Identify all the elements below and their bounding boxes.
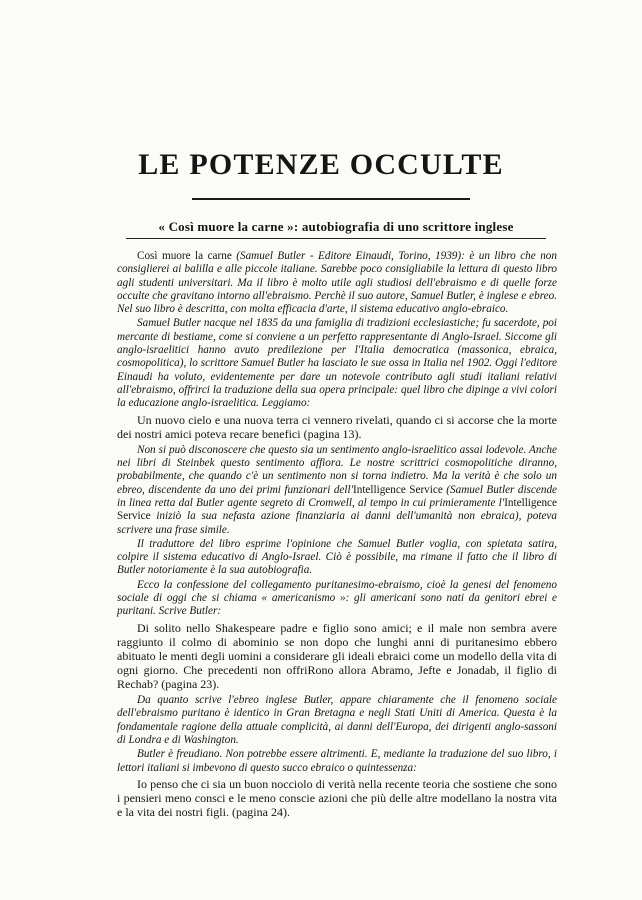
article-body	[117, 250, 557, 822]
quote-paragraph: Di solito nello Shakespeare padre e figlio sono amici; e il male non sembra avere raggiunto il colmo di abominio se non dopo che lunghi anni di puritanesimo ebbero abituato le menti degli uomini a considerare gli ideali ebraici come un modello della vita di ogni giorno. Che precedenti non offriRono allora Abramo, Jefte e Jonadab, il figlio di Rechab? (pagina 23).	[117, 620, 557, 691]
paragraph-biography: Samuel Butler nacque nel 1835 da una famiglia di tradizioni ecclesiastiche; fu sacerdote, poi mercante di bestiame, come si conviene a un perfetto rappresentante di Anglo-Israel. Siccome gli anglo-israelitici hanno avuto predilezione per l'Italia democratica (massonica, ebraica, cosmopolitica), lo scrittore Samuel Butler ha lasciato le sue ossa in Italia nel 1902. Oggi l'editore Einaudi ha voluto, evidentemente per dare un notevole contributo agli studi italiani relativi all'ebraismo, offrirci la traduzione della sua opera principale: quel libro che dipinge a vivi colori la educazione anglo-israelitica. Leggiamo:	[117, 317, 557, 410]
paragraph-confession: Ecco la confessione del collegamento puritanesimo-ebraismo, cioè la genesi del fenomeno sociale di oggi che si chiama « americanismo »: gli americani sono nati da genitori ebrei e puritani. Scrive Butler:	[117, 578, 557, 618]
paragraph-translator: Il traduttore del libro esprime l'opinione che Samuel Butler voglia, con spietata satira, colpire il sistema educativo di Anglo-Israel. Ciò è possibile, ma rimane il fatto che il libro di Butler notoriamente è la sua autobiografia.	[117, 537, 557, 577]
paragraph-freud: Butler è freudiano. Non potrebbe essere altrimenti. E, mediante la traduzione del suo libro, i lettori italiani si imbevono di questo succo ebraico o quintessenza:	[117, 748, 557, 774]
section-heading: « Così muore la carne »: autobiografia di uno scrittore inglese	[158, 219, 514, 234]
quote-paragraph: Un nuovo cielo e una nuova terra ci vennero rivelati, quando ci si accorse che la morte dei nostri amici poteva recare benefici (pagina 13).	[117, 412, 557, 441]
title-rule	[192, 198, 470, 200]
quote-paragraph: Io penso che ci sia un buon nocciolo di verità nella recente teoria che sostiene che sono i pensieri meno consci e le meno conscie azioni che più delle altre modellano la nostra vita e la vita dei nostri figli. (pagina 24).	[117, 776, 557, 820]
paragraph-analysis: Da quanto scrive l'ebreo inglese Butler, appare chiaramente che il fenomeno sociale dell'ebraismo puritano è identico in Gran Bretagna e negli Stati Uniti di America. Questa è la fondamentale ragione della attuale complicità, ai danni dell'Europa, dei dirigenti anglo-sassoni di Londra e di Washington.	[117, 694, 557, 746]
paragraph-commentary: Non si può disconoscere che questo sia un sentimento anglo-israelitico assai lodevole. Anche nei libri di Steinbek questo sentimento affiora. Le nostre scrittrici cosmopolitiche diranno, probabilmente, che quando c'è un sentimento non si torna indietro. Ma la verità è che solo un ebreo, discendente da uno dei primi funzionari dell'Intelligence Service (Samuel Butler discende in linea retta dal Butler agente segreto di Cromwell, al tempo in cui primieramente l'Intelligence Service iniziò la sua nefasta azione finanziaria ai danni dell'umanità non ebraica), poteva scrivere una frase simile.	[117, 443, 557, 536]
page-title: LE POTENZE OCCULTE	[138, 148, 504, 181]
section-rule	[126, 238, 546, 239]
paragraph-intro: Così muore la carne (Samuel Butler - Editore Einaudi, Torino, 1939): è un libro che non consiglierei ai balilla e alle piccole italiane. Sarebbe poco consigliabile la lettura di questo libro agli studenti universitari. Ma il libro è molto utile agli studiosi dell'ebraismo e di quelle forze occulte che gravitano intorno all'ebraismo. Perchè il suo autore, Samuel Butler, è inglese e ebreo. Nel suo libro è descritta, con molta efficacia d'arte, il sistema educativo anglo-ebraico.	[117, 250, 557, 316]
